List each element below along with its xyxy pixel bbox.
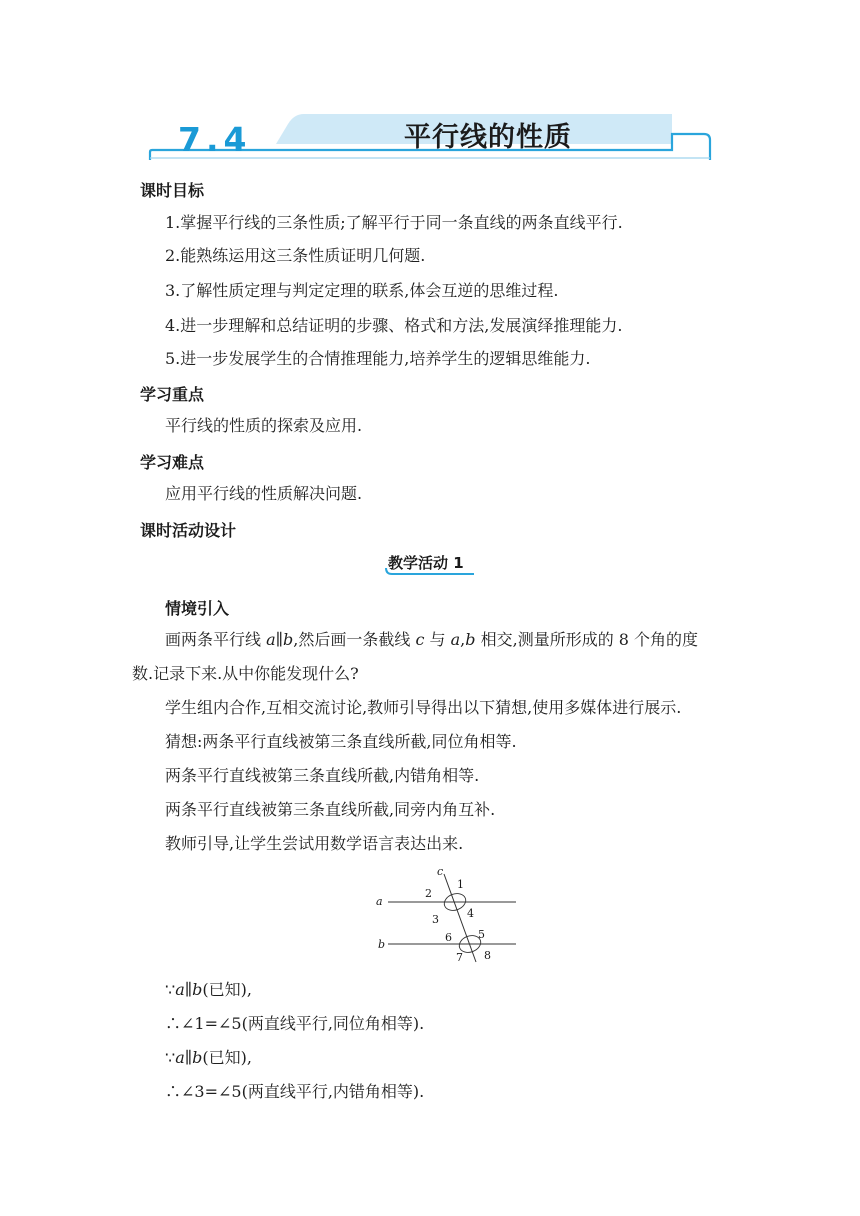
angle-6: 6: [445, 931, 452, 944]
design-heading: 课时活动设计: [140, 521, 237, 540]
key-points-text: 平行线的性质的探索及应用.: [165, 416, 363, 435]
label-c: c: [437, 866, 444, 878]
chapter-header: [148, 112, 714, 164]
chapter-title: 平行线的性质: [404, 122, 572, 153]
objectives-heading: 课时目标: [140, 181, 205, 200]
activity-label: 教学活动 1: [388, 554, 464, 572]
discussion-paragraph: 学生组内合作,互相交流讨论,教师引导得出以下猜想,使用多媒体进行展示.: [165, 698, 682, 717]
proof-line-2: ∴∠1=∠5(两直线平行,同位角相等).: [165, 1014, 425, 1033]
scenario-heading: 情境引入: [165, 599, 230, 618]
angle-3: 3: [432, 913, 439, 926]
proof-line-1: ∵a∥b(已知),: [165, 980, 252, 999]
proof-line-4: ∴∠3=∠5(两直线平行,内错角相等).: [165, 1082, 425, 1101]
parallel-lines-figure: [372, 866, 522, 974]
chapter-number: 7.4: [178, 120, 252, 159]
teacher-guide: 教师引导,让学生尝试用数学语言表达出来.: [165, 834, 464, 853]
angle-7: 7: [456, 951, 463, 964]
angle-5: 5: [478, 928, 485, 941]
angle-1: 1: [457, 878, 464, 891]
conjecture-1: 猜想:两条平行直线被第三条直线所截,同位角相等.: [165, 732, 517, 751]
difficulties-heading: 学习难点: [140, 453, 205, 472]
angle-8: 8: [484, 949, 491, 962]
label-b: b: [378, 938, 386, 951]
proof-line-3: ∵a∥b(已知),: [165, 1048, 252, 1067]
conjecture-2: 两条平行直线被第三条直线所截,内错角相等.: [165, 766, 480, 785]
objective-1: 1.掌握平行线的三条性质;了解平行于同一条直线的两条直线平行.: [165, 213, 623, 232]
objective-4: 4.进一步理解和总结证明的步骤、格式和方法,发展演绎推理能力.: [165, 316, 623, 335]
objective-2: 2.能熟练运用这三条性质证明几何题.: [165, 246, 426, 265]
label-a: a: [376, 895, 383, 908]
angle-2: 2: [425, 887, 432, 900]
activity-badge: [384, 548, 478, 578]
conjecture-3: 两条平行直线被第三条直线所截,同旁内角互补.: [165, 800, 496, 819]
intro-line-1: 画两条平行线 a∥b,然后画一条截线 c 与 a,b 相交,测量所形成的 8 个角的度: [165, 630, 699, 649]
angle-4: 4: [467, 907, 474, 920]
difficulties-text: 应用平行线的性质解决问题.: [165, 484, 363, 503]
objective-3: 3.了解性质定理与判定定理的联系,体会互逆的思维过程.: [165, 281, 559, 300]
objective-5: 5.进一步发展学生的合情推理能力,培养学生的逻辑思维能力.: [165, 349, 591, 368]
key-points-heading: 学习重点: [140, 385, 205, 404]
activity-underline: [384, 548, 478, 578]
intro-line-2: 数.记录下来.从中你能发现什么?: [132, 664, 359, 683]
